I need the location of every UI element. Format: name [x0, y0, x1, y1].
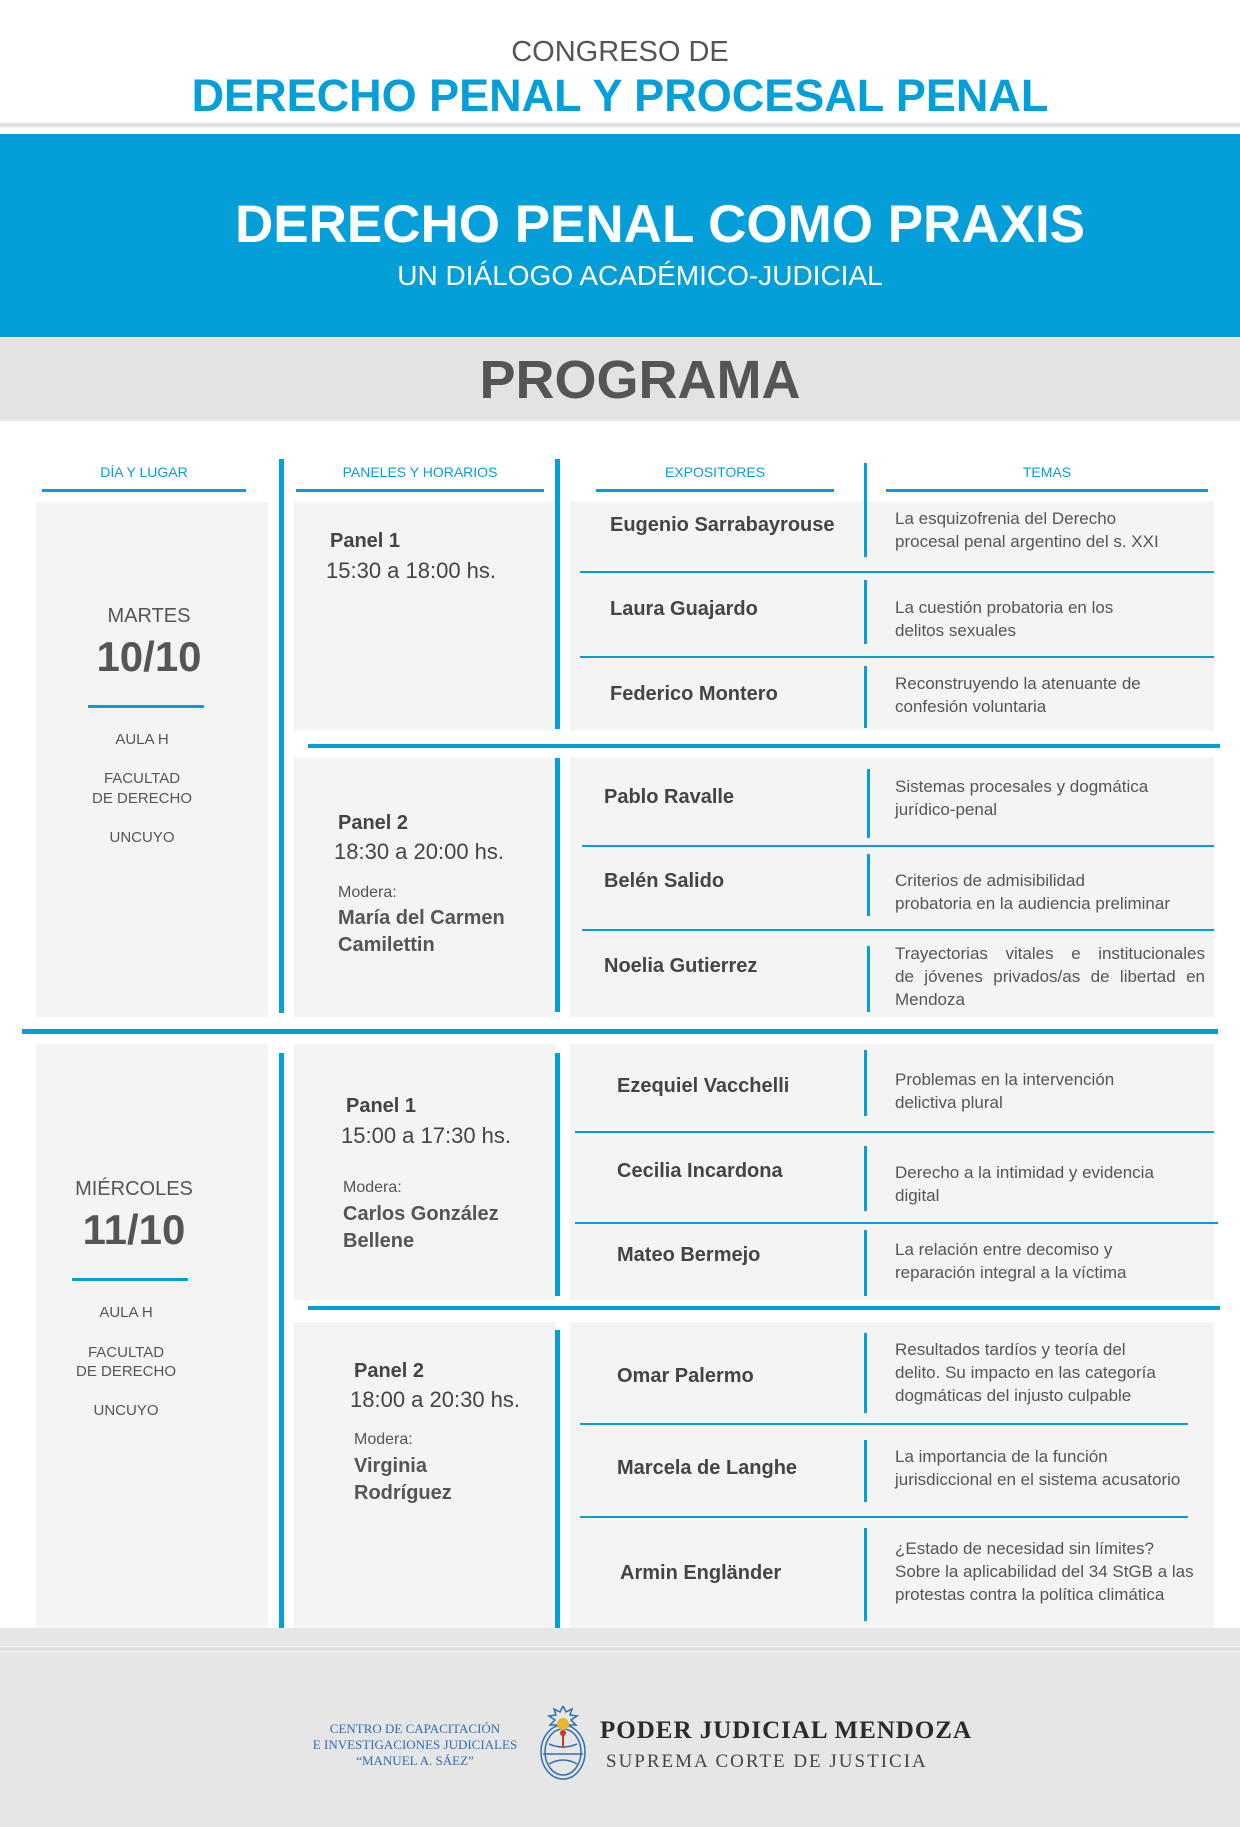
- topic-text: jurídico-penal: [895, 800, 998, 819]
- row-divider: [582, 929, 1214, 931]
- speaker-name: Armin Engländer: [620, 1562, 782, 1584]
- coat-of-arms-icon: [535, 1702, 591, 1782]
- day-faculty: FACULTAD: [103, 770, 181, 787]
- topic-text: delito. Su impacto en las categoría: [895, 1363, 1156, 1382]
- topic-text: Problemas en la intervención: [895, 1070, 1115, 1089]
- congress-pretitle: CONGRESO DE: [511, 36, 729, 68]
- row-divider: [580, 1423, 1188, 1425]
- column-divider: [555, 459, 560, 729]
- speaker-name: Mateo Bermejo: [617, 1244, 761, 1266]
- panel-time: 18:30 a 20:00 hs.: [334, 839, 505, 864]
- moderator-name: Carlos González: [343, 1203, 499, 1225]
- topic-text: Trayectorias vitales e institucionales: [895, 944, 1205, 963]
- panel-box: [294, 758, 556, 1017]
- topic-divider: [864, 1528, 867, 1621]
- topic-text: Derecho a la intimidad y evidencia: [895, 1163, 1154, 1182]
- topic-text: delitos sexuales: [895, 621, 1016, 640]
- header-divider: [0, 122, 1240, 128]
- column-divider: [555, 1053, 560, 1296]
- topic-divider: [864, 1333, 867, 1413]
- topic-text: Resultados tardíos y teoría del: [895, 1340, 1126, 1359]
- topic-text: La importancia de la función: [895, 1447, 1108, 1466]
- speaker-name: Federico Montero: [610, 683, 778, 705]
- moderator-label: Modera:: [338, 884, 397, 901]
- topic-divider: [867, 854, 870, 916]
- speaker-name: Laura Guajardo: [610, 598, 758, 620]
- date-underline: [72, 1278, 188, 1281]
- column-header-underline: [296, 489, 544, 492]
- topic-text: procesal penal argentino del s. XXI: [895, 532, 1159, 551]
- hero-title: DERECHO PENAL COMO PRAXIS: [234, 195, 1086, 254]
- program-title: PROGRAMA: [479, 350, 801, 410]
- column-divider: [279, 459, 284, 1013]
- day-box: [36, 502, 268, 1017]
- panel-title: Panel 2: [338, 812, 409, 834]
- speaker-name: Cecilia Incardona: [617, 1160, 783, 1182]
- column-header-speakers: EXPOSITORES: [664, 464, 766, 480]
- day-weekday: MARTES: [107, 605, 191, 627]
- topic-text: dogmáticas del injusto culpable: [895, 1386, 1132, 1405]
- topic-divider: [867, 769, 870, 838]
- topic-text: Mendoza: [895, 990, 965, 1009]
- column-divider: [555, 758, 560, 1012]
- day-university: UNCUYO: [109, 829, 175, 846]
- topic-divider: [864, 463, 867, 557]
- panel-time: 15:00 a 17:30 hs.: [341, 1123, 512, 1148]
- topic-text: reparación integral a la víctima: [895, 1263, 1127, 1282]
- topic-text: de jóvenes privados/as de libertad en: [895, 967, 1205, 986]
- panel-divider: [308, 744, 1220, 748]
- panel-title: Panel 1: [330, 530, 401, 552]
- panel-title: Panel 1: [346, 1095, 417, 1117]
- panel-time: 18:00 a 20:30 hs.: [350, 1387, 521, 1412]
- moderator-name: María del Carmen: [338, 907, 505, 929]
- training-center-name: CENTRO DE CAPACITACIÓN: [329, 1721, 501, 1736]
- congress-title: DERECHO PENAL Y PROCESAL PENAL: [191, 70, 1049, 121]
- day-faculty: FACULTAD: [87, 1344, 165, 1361]
- column-header-underline: [886, 489, 1208, 492]
- day-faculty: DE DERECHO: [91, 790, 192, 807]
- topic-text: Reconstruyendo la atenuante de: [895, 674, 1141, 693]
- row-divider: [580, 656, 1214, 658]
- topic-text: digital: [895, 1186, 940, 1205]
- topic-text: jurisdiccional en el sistema acusatorio: [895, 1470, 1181, 1489]
- organization-subtitle: SUPREMA CORTE DE JUSTICIA: [606, 1751, 928, 1772]
- moderator-label: Modera:: [354, 1431, 413, 1448]
- moderator-name: Camilettin: [338, 934, 435, 956]
- moderator-label: Modera:: [343, 1179, 402, 1196]
- date-underline: [88, 705, 204, 708]
- column-header-underline: [42, 489, 246, 492]
- row-divider: [580, 571, 1214, 573]
- speaker-name: Omar Palermo: [617, 1365, 754, 1387]
- topic-text: probatoria en la audiencia preliminar: [895, 894, 1170, 913]
- topic-text: Sistemas procesales y dogmática: [895, 777, 1149, 796]
- day-university: UNCUYO: [93, 1402, 159, 1419]
- topic-divider: [864, 666, 867, 728]
- training-center-name: “MANUEL A. SÁEZ”: [356, 1753, 474, 1768]
- topic-divider: [867, 946, 870, 1012]
- organization-name: PODER JUDICIAL MENDOZA: [600, 1717, 973, 1744]
- speaker-name: Belén Salido: [604, 870, 725, 892]
- panel-divider: [308, 1306, 1220, 1310]
- day-divider: [22, 1029, 1218, 1034]
- moderator-name: Bellene: [343, 1230, 415, 1252]
- day-weekday: MIÉRCOLES: [75, 1178, 193, 1200]
- row-divider: [580, 1516, 1188, 1518]
- speaker-name: Ezequiel Vacchelli: [617, 1075, 790, 1097]
- panel-time: 15:30 a 18:00 hs.: [326, 558, 497, 583]
- topic-divider: [864, 580, 867, 644]
- topic-text: protestas contra la política climática: [895, 1585, 1165, 1604]
- column-header-topics: TEMAS: [1022, 464, 1072, 480]
- column-header-underline: [596, 489, 834, 492]
- topic-text: Sobre la aplicabilidad del 34 StGB a las: [895, 1562, 1194, 1581]
- row-divider: [575, 1131, 1214, 1133]
- topic-text: delictiva plural: [895, 1093, 1003, 1112]
- moderator-name: Rodríguez: [354, 1482, 452, 1504]
- topic-divider: [864, 1230, 867, 1296]
- day-faculty: DE DERECHO: [75, 1363, 176, 1380]
- column-divider: [555, 1330, 560, 1630]
- column-divider: [279, 1053, 284, 1631]
- topic-divider: [864, 1440, 867, 1502]
- speaker-name: Eugenio Sarrabayrouse: [610, 514, 835, 536]
- row-divider: [582, 845, 1214, 847]
- speaker-name: Noelia Gutierrez: [604, 955, 758, 977]
- panel-box: [294, 1044, 556, 1300]
- topic-divider: [864, 1146, 867, 1211]
- training-center-name: E INVESTIGACIONES JUDICIALES: [312, 1737, 518, 1752]
- day-date: 11/10: [82, 1206, 186, 1253]
- topic-text: La esquizofrenia del Derecho: [895, 509, 1117, 528]
- topic-text: La relación entre decomiso y: [895, 1240, 1113, 1259]
- panel-title: Panel 2: [354, 1360, 425, 1382]
- speaker-name: Marcela de Langhe: [617, 1457, 798, 1479]
- day-room: AULA H: [115, 731, 169, 748]
- topic-text: La cuestión probatoria en los: [895, 598, 1114, 617]
- topic-text: ¿Estado de necesidad sin límites?: [895, 1539, 1154, 1558]
- column-header-panels: PANELES Y HORARIOS: [342, 464, 498, 480]
- day-date: 10/10: [96, 633, 202, 680]
- hero-subtitle: UN DIÁLOGO ACADÉMICO-JUDICIAL: [397, 260, 883, 291]
- topic-text: Criterios de admisibilidad: [895, 871, 1085, 890]
- column-header-day-place: DÍA Y LUGAR: [100, 464, 188, 480]
- moderator-name: Virginia: [354, 1455, 427, 1477]
- row-divider: [575, 1222, 1218, 1224]
- topic-text: confesión voluntaria: [895, 697, 1047, 716]
- topic-divider: [864, 1050, 867, 1116]
- footer-divider: [0, 1646, 1240, 1652]
- day-room: AULA H: [99, 1304, 153, 1321]
- day-box: [36, 1044, 268, 1636]
- speaker-name: Pablo Ravalle: [604, 786, 735, 808]
